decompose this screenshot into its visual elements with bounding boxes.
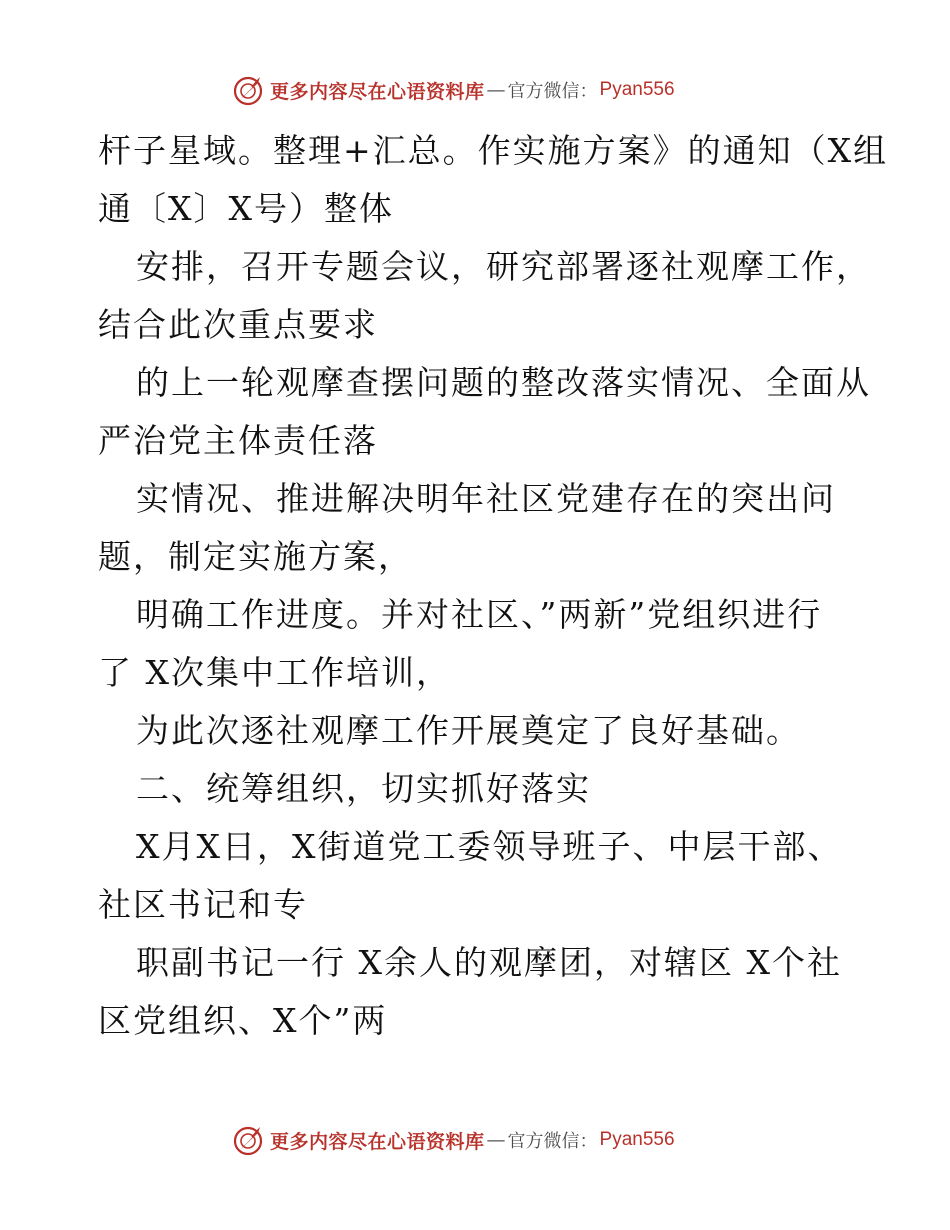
header-watermark bbox=[232, 72, 675, 108]
body-line: 为此次逐社观摩工作开展奠定了良好基础。 bbox=[136, 711, 801, 750]
body-line: 结合此次重点要求 bbox=[98, 305, 378, 344]
body-line: 了 X次集中工作培训， bbox=[98, 653, 451, 692]
watermark-wechat-label: 官方微信： bbox=[507, 1131, 598, 1152]
body-line: 社区书记和专 bbox=[98, 885, 308, 924]
body-line: 严治党主体责任落 bbox=[98, 421, 378, 460]
watermark-wechat-label: 官方微信： bbox=[507, 81, 598, 102]
watermark-account: Pyan556 bbox=[599, 1129, 675, 1150]
watermark-brand-text: 更多内容尽在心语资料库 bbox=[270, 1130, 485, 1153]
body-line: 明确工作进度。并对社区、”两新”党组织进行 bbox=[136, 595, 823, 634]
quill-pen-logo-icon bbox=[232, 1123, 266, 1157]
body-line: 区党组织、X个”两 bbox=[98, 1001, 388, 1040]
footer-watermark bbox=[232, 1122, 675, 1158]
body-line: 题，制定实施方案， bbox=[98, 537, 413, 576]
body-line: X月X日，X街道党工委领导班子、中层干部、 bbox=[136, 827, 843, 866]
body-line: 的上一轮观摩查摆问题的整改落实情况、全面从 bbox=[136, 363, 871, 402]
quill-pen-logo-icon bbox=[232, 73, 266, 107]
section-heading: 二、统筹组织，切实抓好落实 bbox=[136, 769, 591, 808]
watermark-account: Pyan556 bbox=[599, 79, 675, 100]
body-line: 职副书记一行 X余人的观摩团，对辖区 X个社 bbox=[136, 943, 842, 982]
body-line: 安排，召开专题会议，研究部署逐社观摩工作， bbox=[136, 247, 871, 286]
watermark-separator: — bbox=[486, 1129, 506, 1151]
body-line: 杆子星域。整理+汇总。作实施方案》的通知（X组 bbox=[98, 131, 889, 170]
document-body bbox=[98, 122, 889, 1050]
body-line: 通〔X〕X号）整体 bbox=[98, 189, 394, 228]
watermark-separator: — bbox=[486, 79, 506, 101]
watermark-brand-text: 更多内容尽在心语资料库 bbox=[270, 80, 485, 103]
body-line: 实情况、推进解决明年社区党建存在的突出问 bbox=[136, 479, 836, 518]
